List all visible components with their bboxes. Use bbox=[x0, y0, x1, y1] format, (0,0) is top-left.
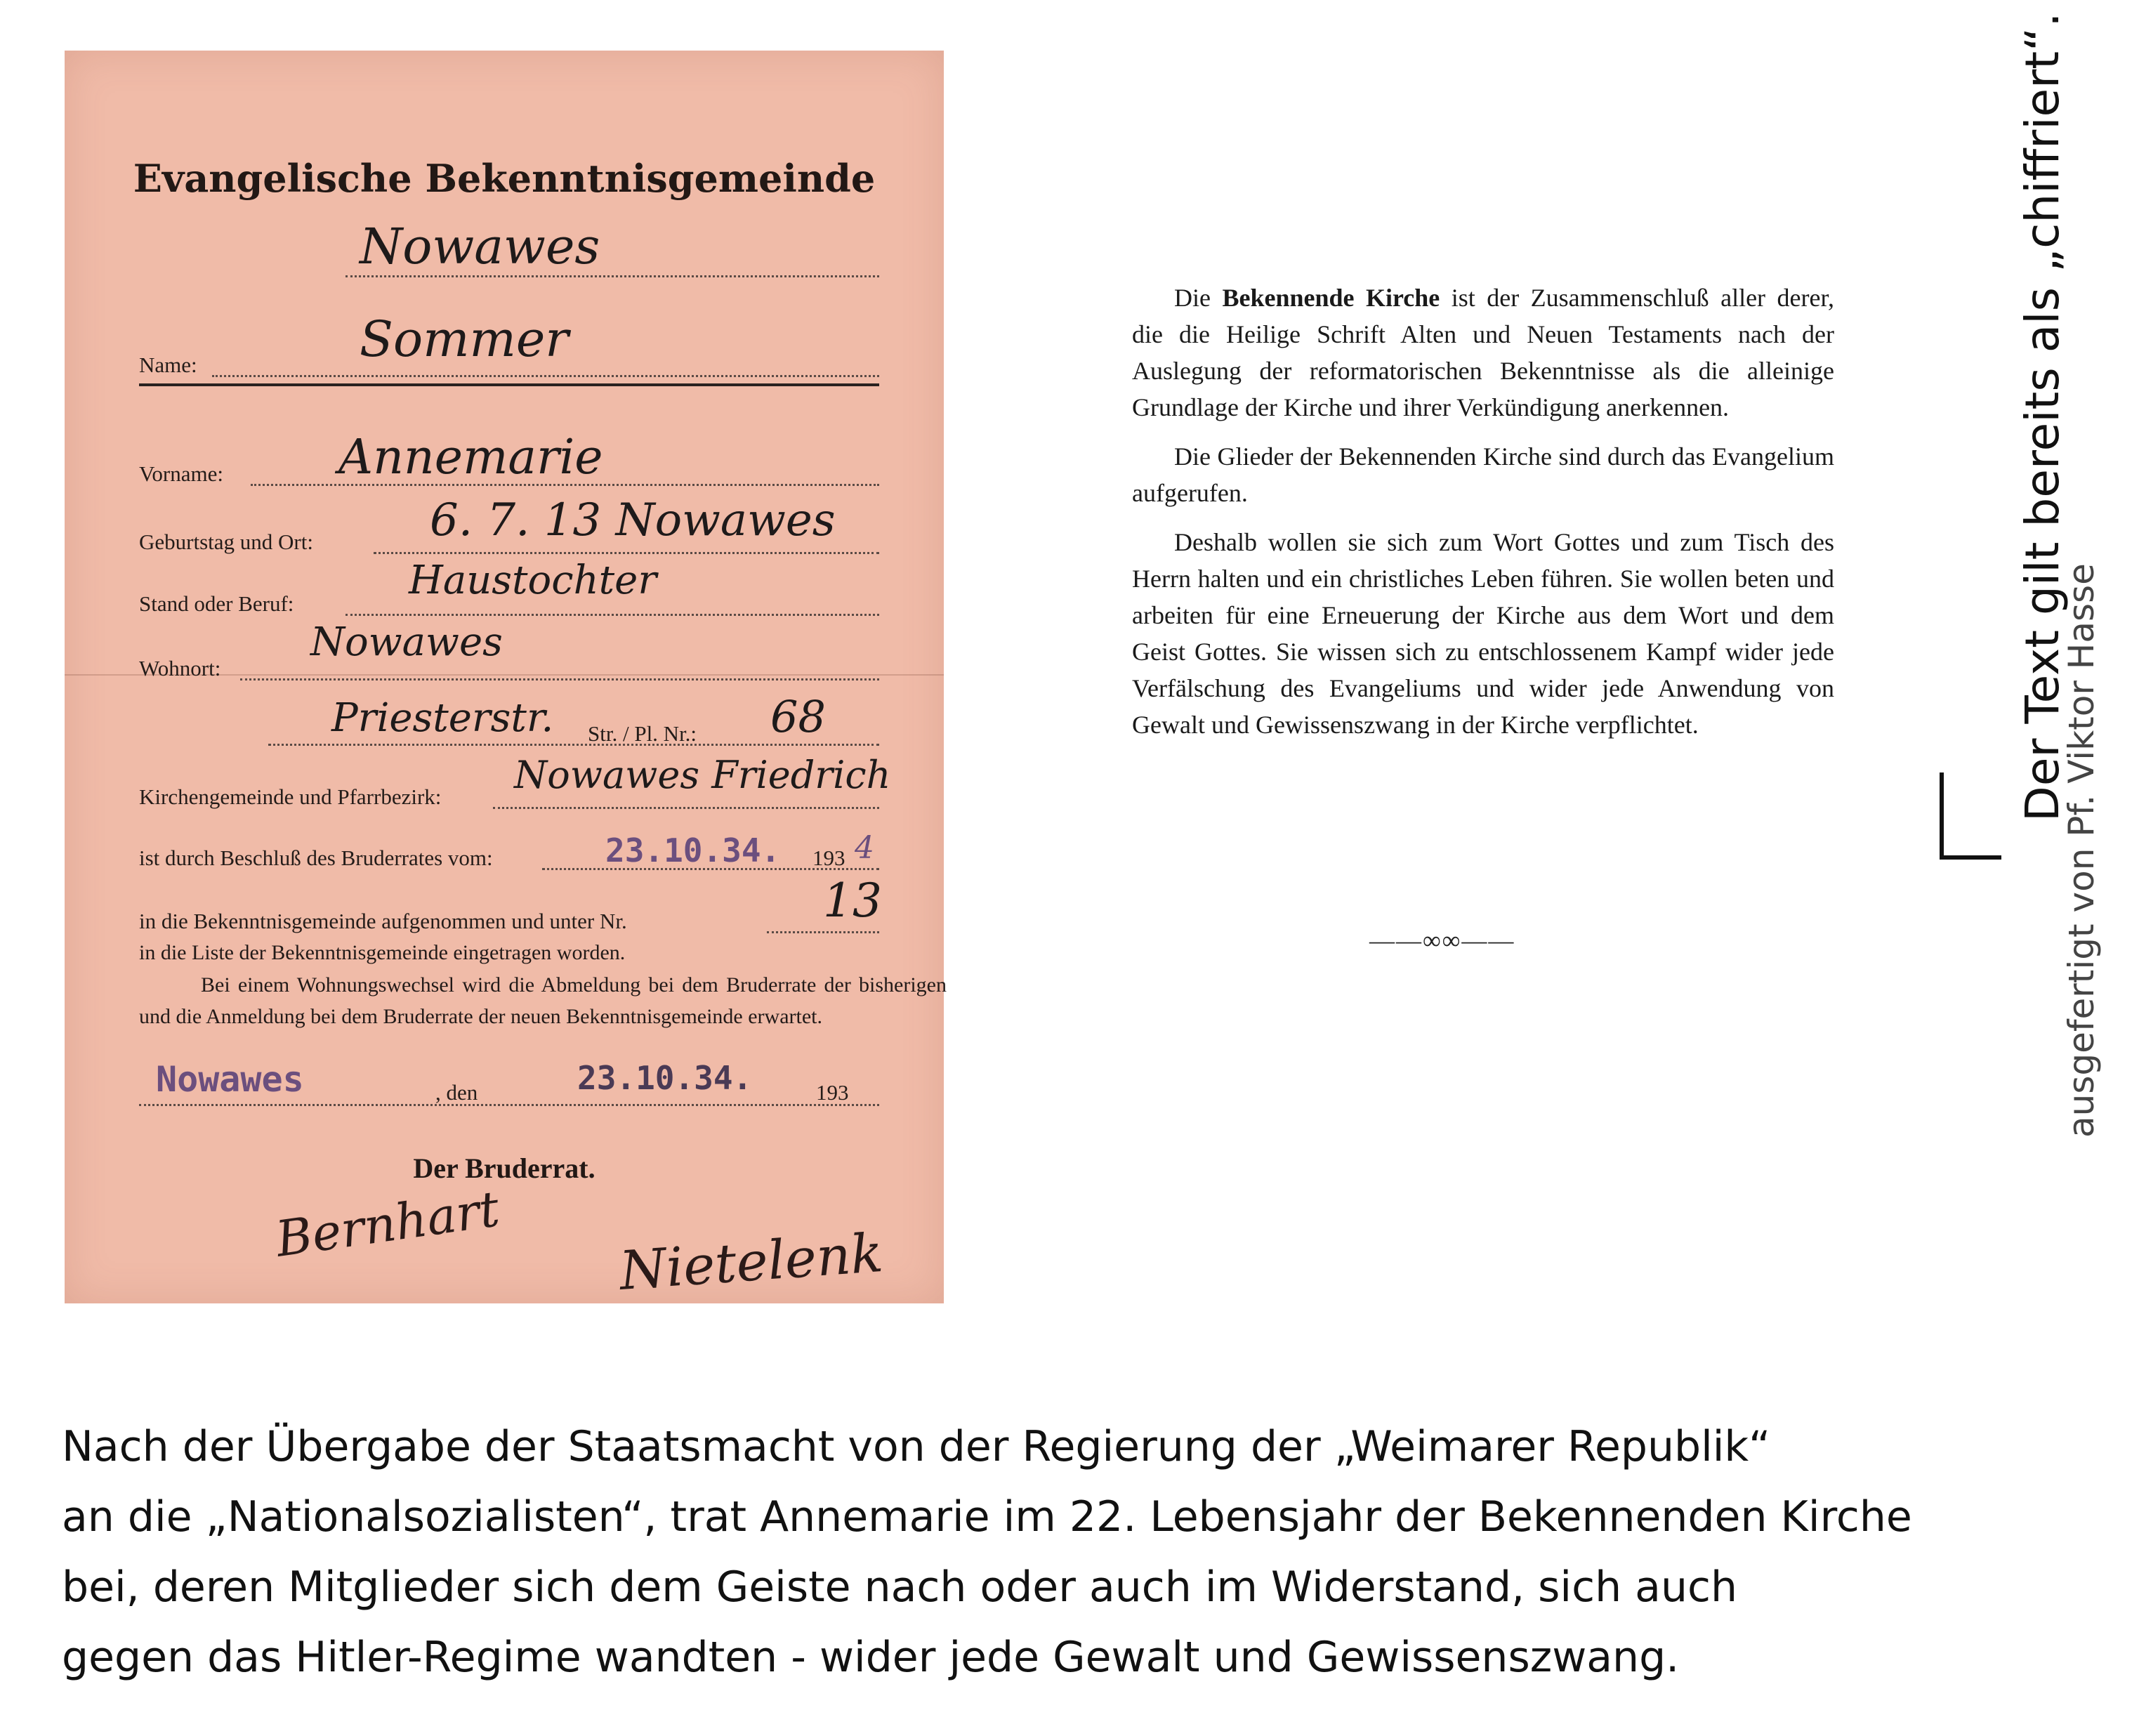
council-title: Der Bruderrat. bbox=[413, 1152, 595, 1184]
statement-paragraph-1: Die Bekennende Kirche ist der Zusammenschluß aller derer, die die Heilige Schrift Alten und Neuen Testaments nach der Auslegung der reformatorischen Bekenntnisse als die alleinige Grundlage der Kirche und ihrer Verkündigung anerkennen. bbox=[1132, 284, 1835, 421]
statement-bold-term: Bekennende Kirche bbox=[1222, 284, 1440, 312]
vorname-value: Annemarie bbox=[338, 430, 603, 485]
year-label: 193 bbox=[816, 1080, 849, 1105]
den-label: , den bbox=[435, 1080, 478, 1105]
dotted-line bbox=[374, 552, 879, 554]
card-title: Evangelische Bekenntnisgemeinde bbox=[133, 156, 876, 201]
dotted-line bbox=[268, 744, 879, 746]
ornament-divider: ——∞∞—— bbox=[1369, 926, 1515, 954]
beschluss-year-digit: 4 bbox=[855, 830, 874, 866]
dotted-line bbox=[251, 484, 879, 486]
wohnort-value: Nowawes bbox=[310, 619, 503, 665]
place-stamp: Nowawes bbox=[156, 1059, 304, 1100]
aufgenommen-nr: 13 bbox=[823, 874, 882, 928]
beschluss-label: ist durch Beschluß des Bruderrates vom: bbox=[139, 846, 493, 870]
wechsel-text: Bei einem Wohnungswechsel wird die Abmeldung bei dem Bruderrate der bisherigen und die Anmeldung bei dem Bruderrate der neuen Bekenntnisgemeinde erwartet. bbox=[139, 973, 947, 1028]
dotted-line bbox=[240, 678, 879, 680]
statement-paragraph-3: Deshalb wollen sie sich zum Wort Gottes und zum Tisch des Herrn halten und ein christliches Leben führen. Sie wollen beten und arbeiten für eine Erneuerung der Kirche aus dem Wort und dem Geist Gottes. Sie wissen sich zu entschlossenem Kampf wider jede Verfälschung des Evangeliums und wider jede Anwendung von Gewalt und Gewissenszwang in der Kirche verpflichtet. bbox=[1132, 528, 1834, 739]
liste-text: in die Liste der Bekenntnisgemeinde eingetragen worden. bbox=[139, 941, 626, 964]
caption-line-3: bei, deren Mitglieder sich dem Geiste nach oder auch im Widerstand, sich auch bbox=[62, 1563, 1737, 1612]
dotted-line bbox=[542, 868, 879, 870]
dotted-line bbox=[767, 931, 879, 933]
kirche-label: Kirchengemeinde und Pfarrbezirk: bbox=[139, 784, 442, 809]
date-stamp: 23.10.34. bbox=[577, 1059, 753, 1097]
confession-statement bbox=[1132, 280, 1834, 756]
kirche-value: Nowawes Friedrich bbox=[514, 753, 891, 797]
beschluss-year-label: 193 bbox=[812, 846, 845, 870]
wohnort-label: Wohnort: bbox=[139, 656, 221, 680]
caption-line-2: an die „Nationalsozialisten“, trat Annemarie im 22. Lebensjahr der Bekennenden Kirche bbox=[62, 1492, 1912, 1541]
name-label: Name: bbox=[139, 353, 197, 377]
stand-value: Haustochter bbox=[409, 558, 657, 603]
statement-paragraph-2: Die Glieder der Bekennenden Kirche sind durch das Evangelium aufgerufen. bbox=[1132, 442, 1834, 507]
caption-line-1: Nach der Übergabe der Staatsmacht von der Regierung der „Weimarer Republik“ bbox=[62, 1422, 1771, 1471]
note-bracket bbox=[1940, 772, 2001, 860]
geburt-value: 6. 7. 13 Nowawes bbox=[430, 494, 836, 546]
geburt-label: Geburtstag und Ort: bbox=[139, 530, 313, 554]
cipher-note: Der Text gilt bereits als „chiffriert“. bbox=[2015, 12, 2069, 822]
name-value: Sommer bbox=[360, 310, 569, 368]
handwritten-congregation: Nowawes bbox=[360, 218, 600, 275]
strasse-value: Priesterstr. bbox=[331, 695, 554, 741]
signature-2: Nietelenk bbox=[617, 1221, 886, 1302]
str-label: Str. / Pl. Nr.: bbox=[588, 721, 697, 746]
beschluss-date-stamp: 23.10.34. bbox=[605, 831, 781, 869]
dotted-line bbox=[345, 614, 879, 616]
dotted-line bbox=[139, 1104, 879, 1106]
dotted-line bbox=[212, 375, 879, 377]
dotted-line bbox=[493, 807, 879, 809]
stand-label: Stand oder Beruf: bbox=[139, 591, 294, 616]
signature-1: Bernhart bbox=[272, 1180, 503, 1268]
aufgenommen-label: in die Bekenntnisgemeinde aufgenommen und unter Nr. bbox=[139, 909, 627, 933]
name-underline bbox=[139, 383, 879, 386]
vorname-label: Vorname: bbox=[139, 461, 223, 486]
dotted-line bbox=[345, 275, 879, 277]
nr-value: 68 bbox=[770, 691, 826, 742]
membership-card bbox=[65, 51, 947, 1303]
caption-line-4: gegen das Hitler-Regime wandten - wider jede Gewalt und Gewissenszwang. bbox=[62, 1633, 1680, 1682]
author-note: ausgefertigt von Pf. Viktor Hasse bbox=[2061, 563, 2102, 1138]
handwritten-caption bbox=[62, 1412, 2133, 1692]
